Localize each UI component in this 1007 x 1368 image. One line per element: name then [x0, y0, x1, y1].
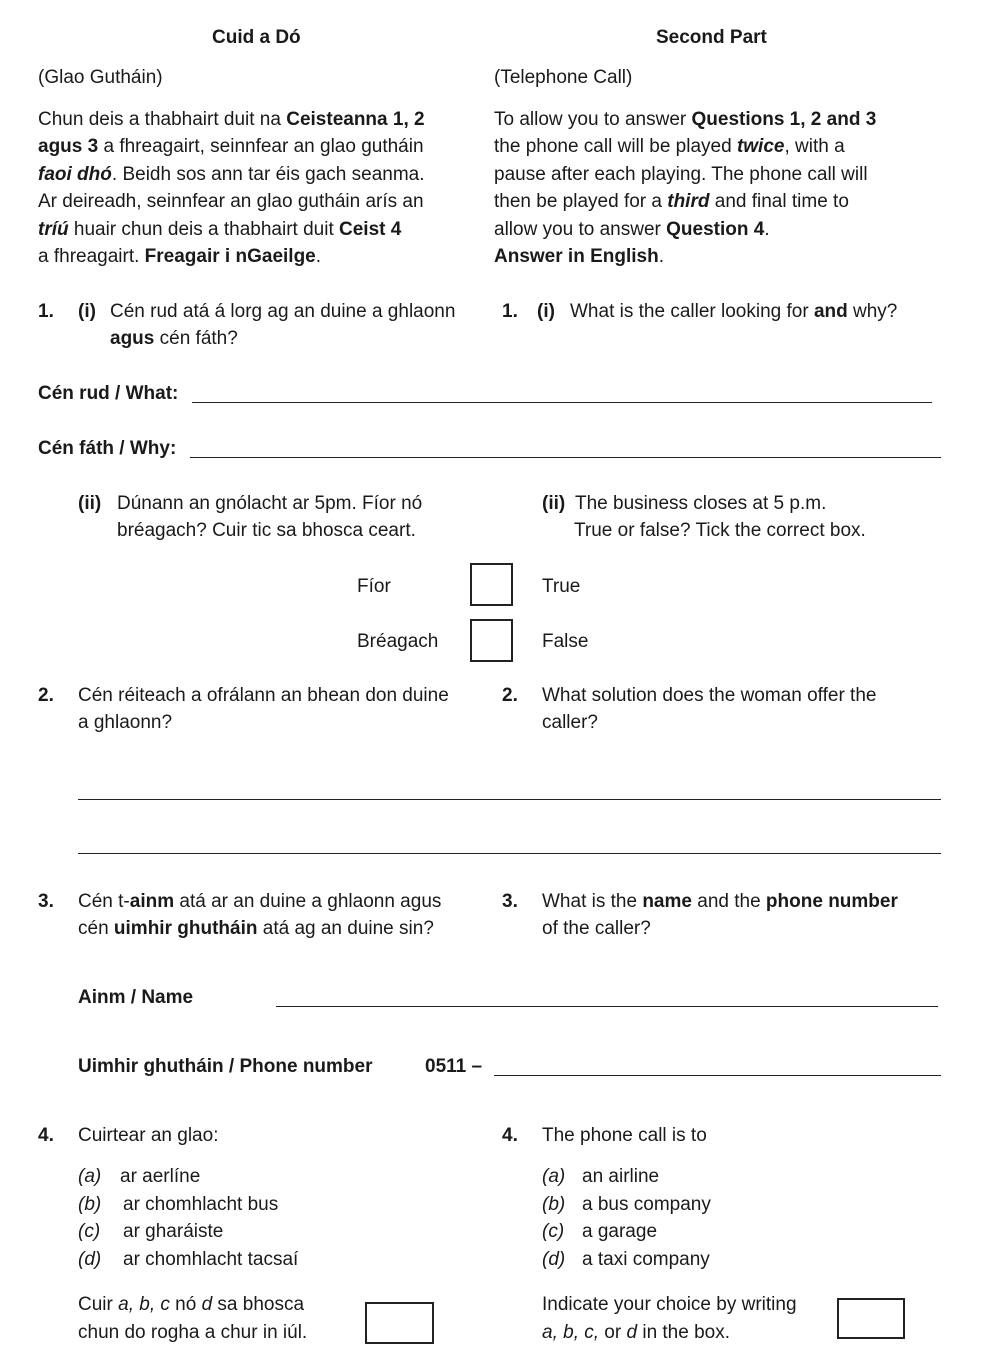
intro-text: pause after each playing. The phone call will: [494, 163, 868, 185]
intro-text: Chun deis a thabhairt duit na: [38, 109, 287, 130]
why-label: Cén fáth / Why:: [38, 438, 177, 459]
q4-option-en-c: [542, 1218, 657, 1245]
intro-text: Ar deireadh, seinnfear an glao gutháin arís an: [38, 191, 424, 213]
intro-text-bold: Ceisteanna 1, 2: [286, 109, 425, 130]
q2-answer-line-2[interactable]: [78, 853, 941, 854]
option-text: a bus company: [582, 1194, 711, 1215]
q3-text-bold: ainm: [129, 891, 175, 912]
q4-option-en-a: [542, 1163, 659, 1190]
option-letter: (b): [542, 1194, 566, 1215]
option-letter: (a): [78, 1166, 102, 1187]
q1-ii-question-en-cont: True or false? Tick the correct box.: [574, 520, 866, 541]
answer-box-ga[interactable]: [365, 1302, 434, 1344]
q4-number-ga: 4.: [38, 1125, 54, 1146]
q4-option-en-b: [542, 1191, 711, 1218]
intro-text: allow you to answer: [494, 218, 667, 240]
q4-option-en-d: [542, 1246, 710, 1273]
q4-instruction-en: Indicate your choice by writing: [542, 1294, 797, 1315]
intro-english: [494, 106, 876, 270]
phone-prefix: 0511 –: [425, 1056, 483, 1077]
false-label: False: [542, 631, 589, 652]
q3-text: atá ar an duine a ghlaonn agus: [174, 891, 442, 912]
intro-text: To allow you to answer: [494, 109, 692, 130]
option-text: a garage: [582, 1221, 658, 1242]
instr-text: Cuir: [78, 1294, 119, 1315]
name-label: Ainm / Name: [78, 987, 194, 1008]
instr-text: sa bhosca: [212, 1294, 305, 1315]
q3-text-bold: name: [642, 891, 692, 912]
q4-number-en: 4.: [502, 1125, 518, 1146]
intro-text: huair chun deis a thabhairt duit: [68, 218, 340, 240]
q4-stem-ga: Cuirtear an glao:: [78, 1125, 219, 1146]
instr-text-italic: d: [201, 1294, 213, 1315]
q2-question-en: What solution does the woman offer the: [542, 685, 877, 706]
intro-text-bold: agus 3: [38, 136, 99, 158]
intro-text-emph: faoi dhó: [38, 163, 112, 185]
q4-option-ga-a: [78, 1163, 200, 1190]
q1-number-ga: 1.: [38, 301, 54, 322]
option-text: ar chomhlacht tacsaí: [123, 1249, 299, 1270]
instr-text-italic: a, b, c: [118, 1294, 170, 1315]
option-letter: (c): [542, 1221, 565, 1242]
left-section-subtitle: (Glao Gutháin): [38, 67, 163, 88]
q1-question-ga-text: cén fáth?: [154, 328, 238, 349]
q3-number-en: 3.: [502, 891, 518, 912]
q3-question-ga-cont: [78, 915, 434, 942]
q1-ii-question-ga-cont: bréagach? Cuir tic sa bhosca ceart.: [117, 520, 416, 541]
q3-text: Cén t-: [78, 891, 130, 912]
intro-text-bold: Ceist 4: [339, 218, 402, 240]
q3-text: atá ag an duine sin?: [257, 918, 434, 939]
q4-option-ga-c: [78, 1218, 223, 1245]
false-checkbox[interactable]: [470, 619, 513, 662]
q4-instruction-ga-cont: chun do rogha a chur in iúl.: [78, 1322, 308, 1343]
q1-question-en-text: What is the caller looking for: [570, 301, 814, 322]
option-text: a taxi company: [582, 1249, 710, 1270]
intro-text-bold: Freagair i nGaeilge: [144, 246, 316, 268]
q3-text-bold: uimhir ghutháin: [113, 918, 258, 939]
option-letter: (b): [78, 1194, 102, 1215]
q2-number-en: 2.: [502, 685, 518, 706]
phone-label: Uimhir ghutháin / Phone number: [78, 1056, 373, 1077]
intro-text: .: [764, 218, 770, 240]
fior-label: Fíor: [357, 576, 391, 597]
intro-text-bold: Questions 1, 2 and 3: [691, 109, 877, 130]
q1-sub-ii-en: (ii): [542, 493, 566, 514]
breagach-label: Bréagach: [357, 631, 439, 652]
what-label: Cén rud / What:: [38, 383, 179, 404]
instr-text-italic: a, b, c,: [542, 1322, 600, 1343]
right-section-title: Second Part: [656, 27, 767, 48]
q1-question-ga-bold: agus: [110, 328, 155, 349]
intro-text: .: [315, 246, 322, 268]
answer-box-en[interactable]: [837, 1298, 905, 1339]
q1-sub-ii-ga: (ii): [78, 493, 102, 514]
q3-question-en-cont: of the caller?: [542, 918, 651, 939]
q2-answer-line-1[interactable]: [78, 799, 941, 800]
option-letter: (d): [78, 1249, 102, 1270]
q3-text: What is the: [542, 891, 643, 912]
right-section-subtitle: (Telephone Call): [494, 67, 633, 88]
option-text: an airline: [582, 1166, 660, 1187]
what-answer-line[interactable]: [192, 402, 932, 403]
q4-instruction-en-cont: [542, 1319, 730, 1346]
name-answer-line[interactable]: [276, 1006, 938, 1007]
intro-irish: [38, 106, 425, 270]
q4-instruction-ga: [78, 1291, 304, 1318]
option-text: ar aerlíne: [120, 1166, 201, 1187]
q2-question-ga-cont: a ghlaonn?: [78, 712, 173, 733]
q2-number-ga: 2.: [38, 685, 54, 706]
intro-text: . Beidh sos ann tar éis gach seanma.: [111, 163, 425, 185]
intro-text: and final time to: [709, 191, 849, 213]
instr-text: in the box.: [637, 1322, 731, 1343]
q1-question-en: [570, 298, 897, 325]
option-letter: (a): [542, 1166, 566, 1187]
q3-text: cén: [78, 918, 114, 939]
option-text: ar chomhlacht bus: [123, 1194, 279, 1215]
option-letter: (c): [78, 1221, 101, 1242]
intro-text: a fhreagairt, seinnfear an glao gutháin: [98, 136, 424, 158]
q3-text: and the: [691, 891, 766, 912]
left-section-title: Cuid a Dó: [212, 27, 301, 48]
q3-question-en: [542, 888, 898, 915]
q1-ii-question-ga: Dúnann an gnólacht ar 5pm. Fíor nó: [117, 493, 423, 514]
q3-number-ga: 3.: [38, 891, 54, 912]
q1-question-ga: Cén rud atá á lorg ag an duine a ghlaonn: [110, 301, 456, 322]
option-letter: (d): [542, 1249, 566, 1270]
why-answer-line[interactable]: [190, 457, 941, 458]
q3-question-ga: [78, 888, 441, 915]
q1-sub-i-ga: (i): [78, 301, 96, 322]
q3-text-bold: phone number: [765, 891, 898, 912]
true-checkbox[interactable]: [470, 563, 513, 606]
q1-question-en-bold: and: [813, 301, 848, 322]
intro-text: the phone call will be played: [494, 136, 737, 158]
q1-sub-i-en: (i): [537, 301, 555, 322]
q1-question-ga-cont: [110, 325, 238, 352]
q1-question-en-text: why?: [847, 301, 898, 322]
q2-question-en-cont: caller?: [542, 712, 598, 733]
intro-text: , with a: [784, 136, 845, 158]
q4-option-ga-b: [78, 1191, 278, 1218]
q4-stem-en: The phone call is to: [542, 1125, 707, 1146]
intro-text-emph: third: [667, 191, 710, 213]
intro-text: a fhreagairt.: [38, 246, 145, 268]
intro-text-bold: Question 4: [666, 218, 765, 240]
q4-option-ga-d: [78, 1246, 298, 1273]
intro-text-emph: tríú: [38, 218, 69, 240]
true-label: True: [542, 576, 581, 597]
instr-text-italic: d: [626, 1322, 638, 1343]
intro-text: then be played for a: [494, 191, 668, 213]
q2-question-ga: Cén réiteach a ofrálann an bhean don duine: [78, 685, 449, 706]
option-text: ar gharáiste: [123, 1221, 224, 1242]
intro-text-emph: twice: [736, 136, 785, 158]
phone-answer-line[interactable]: [494, 1075, 941, 1076]
q1-number-en: 1.: [502, 301, 518, 322]
intro-text: .: [658, 246, 664, 268]
q1-ii-question-en: The business closes at 5 p.m.: [575, 493, 827, 514]
intro-text-bold: Answer in English: [494, 246, 659, 268]
instr-text: or: [599, 1322, 627, 1343]
instr-text: nó: [169, 1294, 202, 1315]
